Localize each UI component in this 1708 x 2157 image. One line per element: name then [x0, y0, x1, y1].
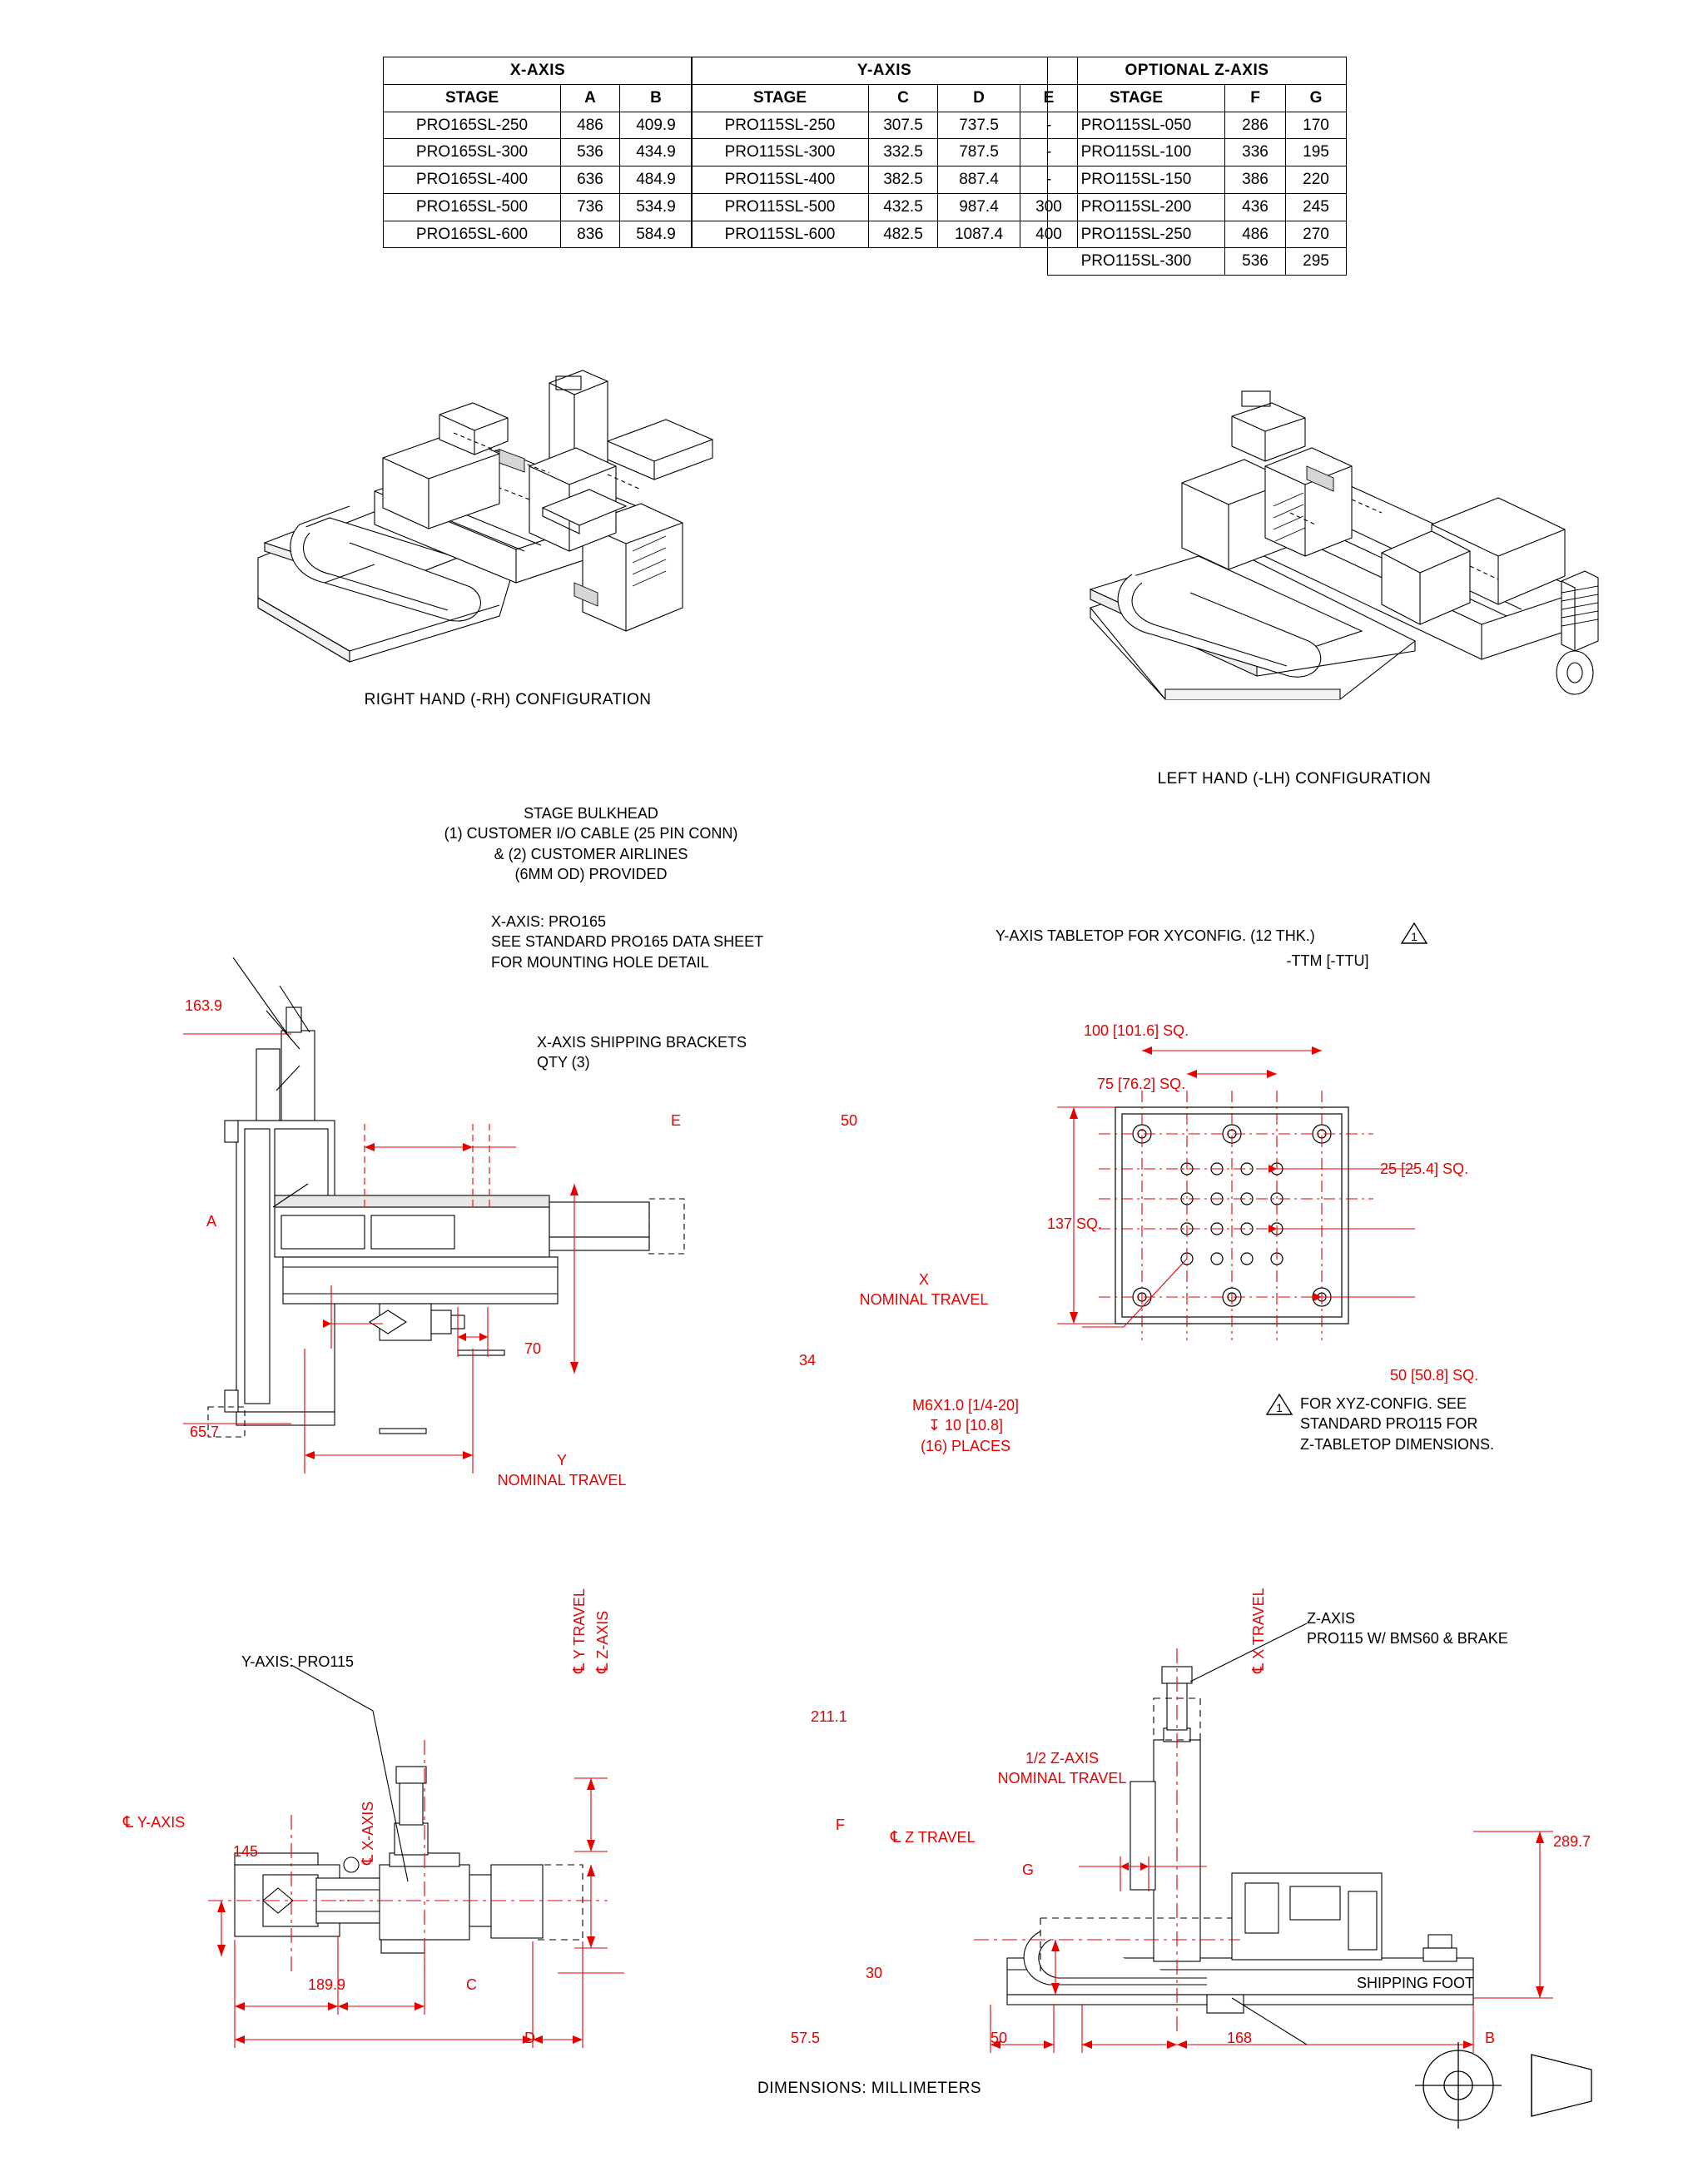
- cell: -: [1020, 166, 1078, 194]
- cell: PRO115SL-600: [692, 221, 869, 248]
- x-nominal-travel: [841, 1270, 1007, 1310]
- half-z-l1: 1/2 Z-AXIS: [1025, 1750, 1100, 1767]
- table-row: [1048, 166, 1347, 194]
- table-row: [1048, 112, 1347, 139]
- cell: 295: [1286, 248, 1347, 276]
- dim-A: A: [206, 1213, 217, 1230]
- note-1-flag-icon: [1265, 1392, 1293, 1417]
- dim-B: B: [1485, 2030, 1496, 2046]
- cell: 887.4: [938, 166, 1020, 194]
- cell: 736: [561, 193, 620, 221]
- cell: 787.5: [938, 139, 1020, 166]
- cl-y-axis-text: Y-AXIS: [137, 1814, 186, 1831]
- table-row: [384, 193, 693, 221]
- cl-x-travel-text: X TRAVEL: [1250, 1588, 1267, 1659]
- cell: PRO165SL-300: [384, 139, 561, 166]
- dim-25-sq: 25 [25.4] SQ.: [1380, 1161, 1469, 1177]
- y-nominal-l1: Y: [556, 1452, 567, 1469]
- table-row: [1048, 221, 1347, 248]
- tabletop-subtitle: -TTM [-TTU]: [1286, 952, 1369, 969]
- table-row: [384, 139, 693, 166]
- cell: 386: [1225, 166, 1286, 194]
- cell: PRO115SL-250: [692, 112, 869, 139]
- dim-34: 34: [799, 1352, 817, 1369]
- dim-F: F: [836, 1817, 845, 1833]
- cell: 987.4: [938, 193, 1020, 221]
- thread-callout-l1: M6X1.0 [1/4-20]: [911, 1397, 1020, 1414]
- tabletop-title: [996, 926, 1418, 946]
- cell: 432.5: [869, 193, 938, 221]
- flag-triangle-icon: [1400, 921, 1428, 946]
- cell: 434.9: [620, 139, 693, 166]
- dim-137-sq: 137 SQ.: [1047, 1215, 1103, 1232]
- cl-x-travel-label: ℄ X TRAVEL: [1250, 1588, 1268, 1673]
- cell: PRO115SL-100: [1048, 139, 1225, 166]
- svg-text:1: 1: [1276, 1401, 1283, 1414]
- y-nominal-travel: [466, 1450, 658, 1491]
- cell: PRO115SL-150: [1048, 166, 1225, 194]
- x-axis-col-stage: STAGE: [384, 84, 561, 112]
- cell: 482.5: [869, 221, 938, 248]
- cell: 534.9: [620, 193, 693, 221]
- cell: 836: [561, 221, 620, 248]
- cell: 400: [1020, 221, 1078, 248]
- xaxis-note-l2: SEE STANDARD PRO165 DATA SHEET: [491, 933, 764, 951]
- dim-65-7: 65.7: [190, 1424, 220, 1440]
- cell: 436: [1225, 193, 1286, 221]
- right-hand-iso-view: [250, 333, 766, 683]
- dim-C: C: [466, 1976, 477, 1993]
- xaxis-note-l1: X-AXIS: PRO165: [491, 913, 607, 930]
- zaxis-note-l1: Z-AXIS: [1307, 1610, 1356, 1627]
- cell: PRO115SL-200: [1048, 193, 1225, 221]
- svg-text:1: 1: [1411, 930, 1418, 943]
- x-nominal-l1: X: [918, 1271, 929, 1288]
- cell: PRO165SL-600: [384, 221, 561, 248]
- cell: 300: [1020, 193, 1078, 221]
- table-optional-z-axis: [1047, 57, 1347, 276]
- bulkhead-note-l1: STAGE BULKHEAD: [524, 805, 658, 822]
- table-row: [384, 221, 693, 248]
- z-axis-col-g: G: [1286, 84, 1347, 112]
- shipping-bracket-note: [537, 1032, 747, 1073]
- cell: PRO115SL-050: [1048, 112, 1225, 139]
- dim-G: G: [1022, 1861, 1035, 1878]
- table-y-axis: [691, 57, 1078, 248]
- cell: 737.5: [938, 112, 1020, 139]
- xaxis-note: [491, 912, 763, 972]
- cl-y-travel-text: Y TRAVEL: [571, 1588, 588, 1660]
- yaxis-pro115-label: Y-AXIS: PRO115: [241, 1653, 355, 1670]
- table-row: [1048, 139, 1347, 166]
- thread-callout-l3: (16) PLACES: [920, 1437, 1011, 1454]
- cell: 332.5: [869, 139, 938, 166]
- shipping-foot-label: SHIPPING FOOT: [1357, 1975, 1475, 1991]
- x-axis-col-b: B: [620, 84, 693, 112]
- cl-z-axis-text: Z-AXIS: [594, 1610, 611, 1659]
- cell: PRO115SL-300: [692, 139, 869, 166]
- dim-70: 70: [524, 1340, 542, 1357]
- half-z-nominal-note: [987, 1748, 1137, 1789]
- cell: 270: [1286, 221, 1347, 248]
- cell: PRO165SL-400: [384, 166, 561, 194]
- cell: 170: [1286, 112, 1347, 139]
- cell: 307.5: [869, 112, 938, 139]
- table-row: [1048, 248, 1347, 276]
- table-x-axis: [383, 57, 693, 248]
- thread-callout: [857, 1395, 1074, 1456]
- dim-100-sq: 100 [101.6] SQ.: [1084, 1022, 1189, 1039]
- cl-y-axis-label: ℄ Y-AXIS: [123, 1814, 186, 1831]
- cl-y-travel-label: ℄ Y TRAVEL: [571, 1588, 588, 1673]
- cell: 336: [1225, 139, 1286, 166]
- x-axis-table-title: X-AXIS: [384, 57, 693, 85]
- cl-z-axis-label: ℄ Z-AXIS: [594, 1610, 612, 1673]
- cell: 286: [1225, 112, 1286, 139]
- cell: PRO165SL-500: [384, 193, 561, 221]
- zaxis-note: [1307, 1608, 1508, 1649]
- cell: 486: [561, 112, 620, 139]
- dim-75-sq: 75 [76.2] SQ.: [1097, 1076, 1186, 1092]
- table-row: [692, 112, 1078, 139]
- dim-E: E: [671, 1112, 682, 1129]
- note-1-l2: STANDARD PRO115 FOR: [1300, 1415, 1478, 1433]
- cell: 536: [1225, 248, 1286, 276]
- table-row: [1048, 193, 1347, 221]
- cl-z-travel-text: Z TRAVEL: [905, 1829, 976, 1846]
- cell: PRO165SL-250: [384, 112, 561, 139]
- note-1-l1: FOR XYZ-CONFIG. SEE: [1300, 1395, 1467, 1412]
- table-row: [692, 166, 1078, 194]
- table-row: [692, 139, 1078, 166]
- thread-callout-l2: ↧ 10 [10.8]: [927, 1417, 1004, 1434]
- y-axis-col-e: E: [1020, 84, 1078, 112]
- cell: 636: [561, 166, 620, 194]
- y-axis-col-stage: STAGE: [692, 84, 869, 112]
- cl-z-travel-label: ℄ Z TRAVEL: [891, 1829, 976, 1846]
- cell: -: [1020, 112, 1078, 139]
- dim-57-5: 57.5: [791, 2030, 821, 2046]
- bulkhead-note-l3: & (2) CUSTOMER AIRLINES: [494, 845, 688, 862]
- dim-163-9: 163.9: [185, 997, 223, 1014]
- cell: PRO115SL-500: [692, 193, 869, 221]
- x-nominal-l2: NOMINAL TRAVEL: [859, 1291, 989, 1309]
- tabletop-title-l1: Y-AXIS TABLETOP FOR XYCONFIG. (12 THK.): [996, 927, 1315, 944]
- cell: PRO115SL-250: [1048, 221, 1225, 248]
- left-hand-iso-view: [1065, 366, 1606, 733]
- dim-30: 30: [866, 1965, 883, 1981]
- note-1-l3: Z-TABLETOP DIMENSIONS.: [1300, 1435, 1495, 1453]
- dim-50-side: 50: [991, 2030, 1008, 2046]
- table-row: [384, 112, 693, 139]
- cell: 195: [1286, 139, 1347, 166]
- units-note: DIMENSIONS: MILLIMETERS: [757, 2080, 982, 2097]
- bracket-note-l2: QTY (3): [537, 1054, 590, 1071]
- cell: PRO115SL-400: [692, 166, 869, 194]
- dim-211-1: 211.1: [811, 1708, 847, 1725]
- dim-145: 145: [233, 1843, 259, 1860]
- dim-D: D: [524, 2030, 535, 2046]
- cell: 409.9: [620, 112, 693, 139]
- top-plan-view: [191, 1615, 924, 2081]
- dim-289-7: 289.7: [1553, 1833, 1591, 1850]
- note-1-text: [1300, 1394, 1494, 1454]
- cell: 382.5: [869, 166, 938, 194]
- z-axis-col-f: F: [1225, 84, 1286, 112]
- table-row: [692, 193, 1078, 221]
- zaxis-note-l2: PRO115 W/ BMS60 & BRAKE: [1307, 1630, 1508, 1648]
- cell: 486: [1225, 221, 1286, 248]
- dim-50-sq: 50 [50.8] SQ.: [1390, 1367, 1479, 1384]
- cell: 584.9: [620, 221, 693, 248]
- half-z-l2: NOMINAL TRAVEL: [997, 1770, 1127, 1787]
- cl-x-axis-label: ℄ X-AXIS: [360, 1801, 377, 1865]
- cell: -: [1020, 139, 1078, 166]
- y-axis-col-c: C: [869, 84, 938, 112]
- dim-50: 50: [841, 1112, 858, 1129]
- cell: 220: [1286, 166, 1347, 194]
- dim-168: 168: [1227, 2030, 1253, 2046]
- x-axis-col-a: A: [561, 84, 620, 112]
- left-hand-caption: LEFT HAND (-LH) CONFIGURATION: [1157, 770, 1432, 788]
- xaxis-note-l3: FOR MOUNTING HOLE DETAIL: [491, 953, 709, 971]
- cell: 484.9: [620, 166, 693, 194]
- z-axis-spec-table: [1047, 57, 1347, 276]
- right-hand-caption: RIGHT HAND (-RH) CONFIGURATION: [364, 691, 652, 708]
- bulkhead-note: [391, 803, 791, 884]
- bulkhead-note-l2: (1) CUSTOMER I/O CABLE (25 PIN CONN): [444, 825, 738, 842]
- x-axis-spec-table: [383, 57, 693, 248]
- y-nominal-l2: NOMINAL TRAVEL: [497, 1472, 627, 1489]
- table-row: [384, 166, 693, 194]
- cell: 536: [561, 139, 620, 166]
- z-axis-col-stage: STAGE: [1048, 84, 1225, 112]
- table-row: [692, 221, 1078, 248]
- bracket-note-l1: X-AXIS SHIPPING BRACKETS: [537, 1034, 747, 1051]
- cell: 245: [1286, 193, 1347, 221]
- bulkhead-note-l4: (6MM OD) PROVIDED: [514, 865, 668, 882]
- cl-x-axis-text: X-AXIS: [360, 1801, 376, 1851]
- z-axis-table-title: OPTIONAL Z-AXIS: [1048, 57, 1347, 85]
- tabletop-detail-view: [1024, 991, 1690, 1424]
- cell: PRO115SL-300: [1048, 248, 1225, 276]
- y-axis-col-d: D: [938, 84, 1020, 112]
- y-axis-table-title: Y-AXIS: [692, 57, 1078, 85]
- y-axis-spec-table: [691, 57, 1078, 248]
- cell: 1087.4: [938, 221, 1020, 248]
- dim-189-9: 189.9: [308, 1976, 346, 1993]
- projection-symbol: [1415, 2040, 1606, 2131]
